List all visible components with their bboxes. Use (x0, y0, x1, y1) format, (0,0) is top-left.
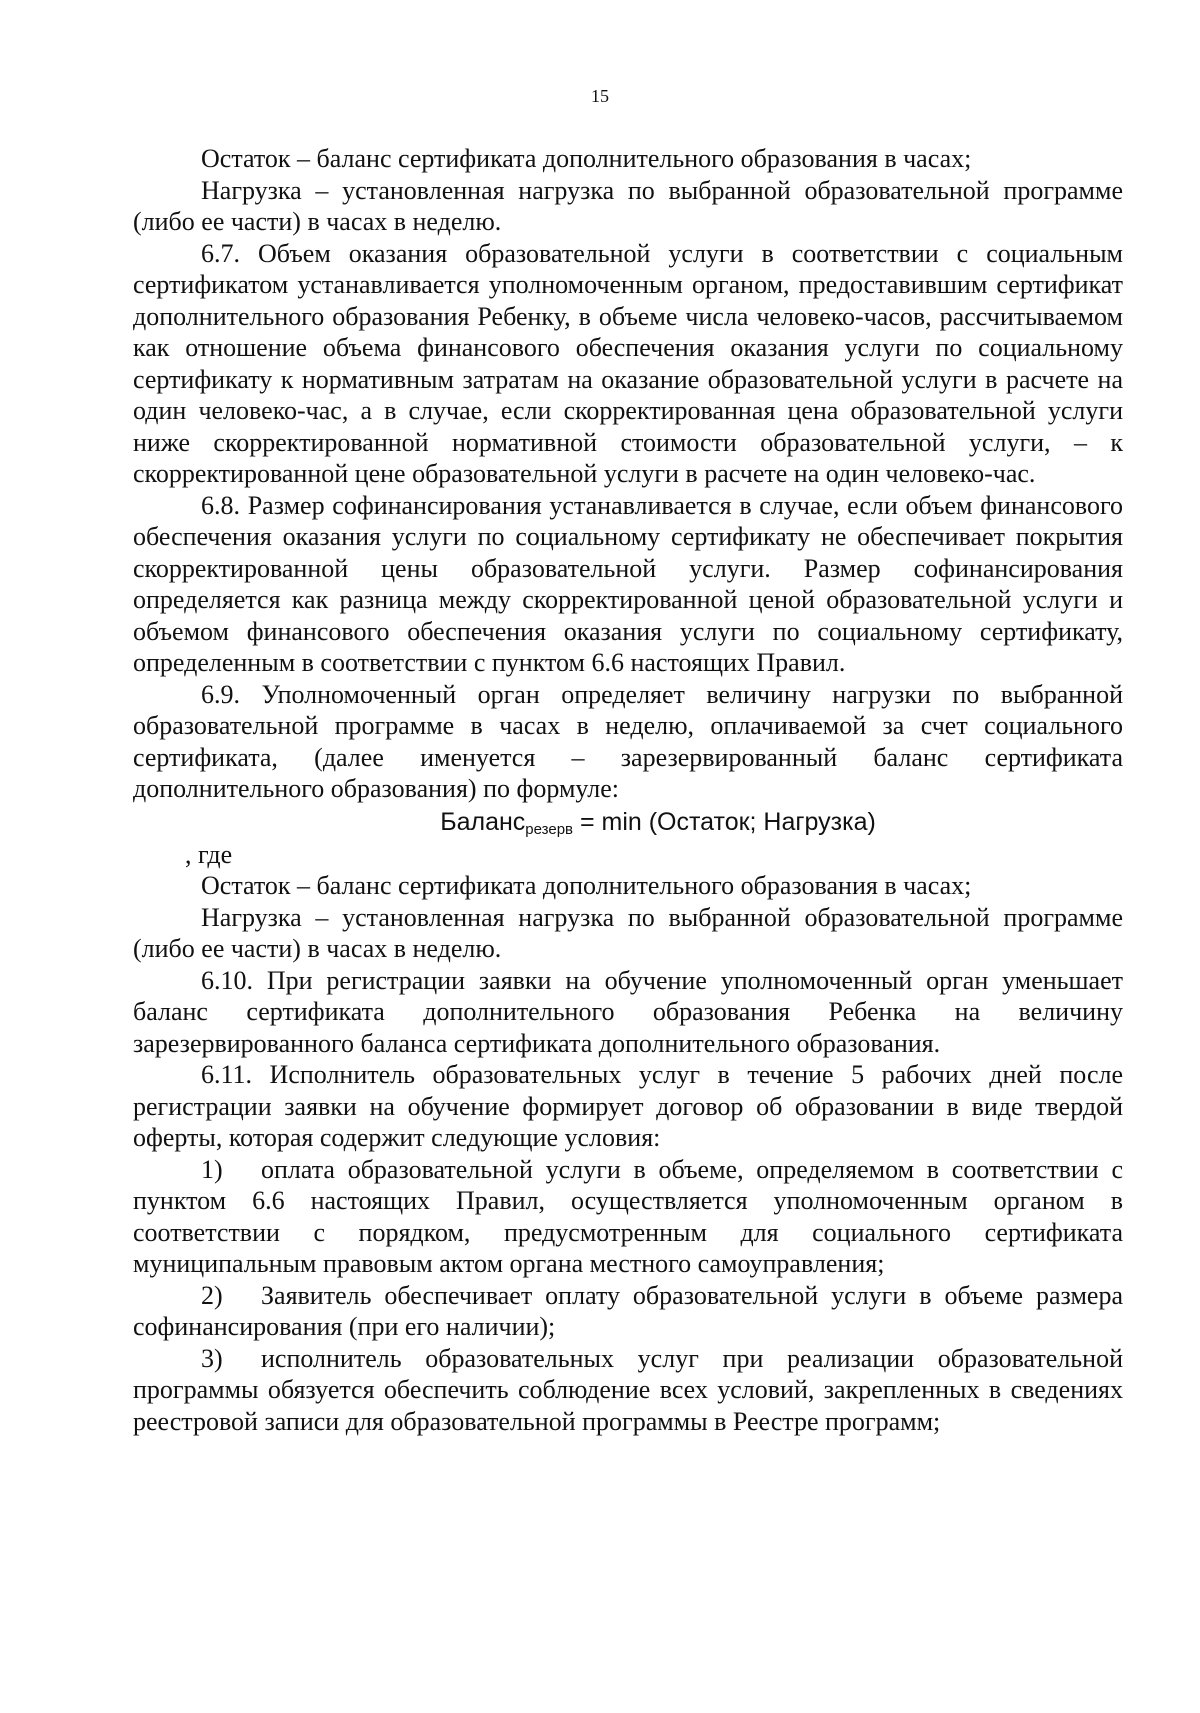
paragraph-6-7: 6.7. Объем оказания образовательной услуги в соответствии с социальным сертификатом устанавливается уполномоченным органом, предоставившим сертификат дополнительного образования Ребенку, в объеме числа человеко-часов, рассчитываемом как отношение объема финансового обеспечения оказания услуги по социальному сертификату к нормативным затратам на оказание образовательной услуги в расчете на один человеко-час, а в случае, если скорректированная цена образовательной услуги ниже скорректированной нормативной стоимости образовательной услуги, – к скорректированной цене образовательной услуги в расчете на один человеко-час. (133, 238, 1123, 488)
paragraph-nagruzka-definition-2: Нагрузка – установленная нагрузка по выбранной образовательной программе (либо ее части) в часах в неделю. (133, 902, 1123, 963)
page-number: 15 (591, 86, 609, 106)
paragraph-6-11: 6.11. Исполнитель образовательных услуг в течение 5 рабочих дней после регистрации заявки на обучение формирует договор об образовании в виде твердой оферты, которая содержит следующие условия: (133, 1060, 1123, 1152)
list-item-text: исполнитель образовательных услуг при реализации образовательной программы обязуется обеспечить соблюдение всех условий, закрепленных в сведениях реестровой записи для образовательной программы в Реестре программ; (133, 1343, 1123, 1436)
list-item-text: оплата образовательной услуги в объеме, определяемом в соответствии с пунктом 6.6 настоящих Правил, осуществляется уполномоченным органом в соответствии с порядком, предусмотренным для социального сертификата муниципальным правовым актом органа местного самоуправления; (133, 1154, 1123, 1278)
paragraph-nagruzka-definition: Нагрузка – установленная нагрузка по выбранной образовательной программе (либо ее части) в часах в неделю. (133, 175, 1123, 236)
paragraph-ostatok-definition: Остаток – баланс сертификата дополнительного образования в часах; (201, 144, 972, 173)
formula-where: , где (185, 839, 233, 869)
balance-formula (133, 805, 1123, 839)
paragraph-6-10: 6.10. При регистрации заявки на обучение уполномоченный орган уменьшает баланс сертификата дополнительного образования Ребенка на величину зарезервированного баланса сертификата дополнительного образования. (133, 965, 1123, 1058)
paragraph-6-9: 6.9. Уполномоченный орган определяет величину нагрузки по выбранной образовательной программе в часах в неделю, оплачиваемой за счет социального сертификата, (далее именуется – зарезервированный баланс сертификата дополнительного образования) по формуле: (133, 679, 1123, 803)
list-item-number: 2) (201, 1280, 223, 1310)
list-item-text: Заявитель обеспечивает оплату образовательной услуги в объеме размера софинансирования (при его наличии); (133, 1280, 1123, 1341)
formula-lhs-subscript: резерв (525, 820, 574, 838)
list-item-3 (133, 1343, 1123, 1438)
list-item-2 (133, 1280, 1123, 1343)
formula-lhs: Баланс (440, 807, 526, 836)
document-body (133, 143, 1123, 1437)
paragraph-6-8: 6.8. Размер софинансирования устанавливается в случае, если объем финансового обеспечения оказания услуги по социальному сертификату не обеспечивает покрытия скорректированной цены образовательной услуги. Размер софинансирования определяется как разница между скорректированной ценой образовательной услуги и объемом финансового обеспечения оказания услуги по социальному сертификату, определенным в соответствии с пунктом 6.6 настоящих Правил. (133, 490, 1123, 677)
paragraph-ostatok-definition-2: Остаток – баланс сертификата дополнительного образования в часах; (201, 871, 972, 900)
list-item-1 (133, 1154, 1123, 1280)
list-item-number: 3) (201, 1343, 223, 1373)
list-item-number: 1) (201, 1154, 223, 1184)
formula-rhs: = min (Остаток; Нагрузка) (573, 807, 876, 836)
